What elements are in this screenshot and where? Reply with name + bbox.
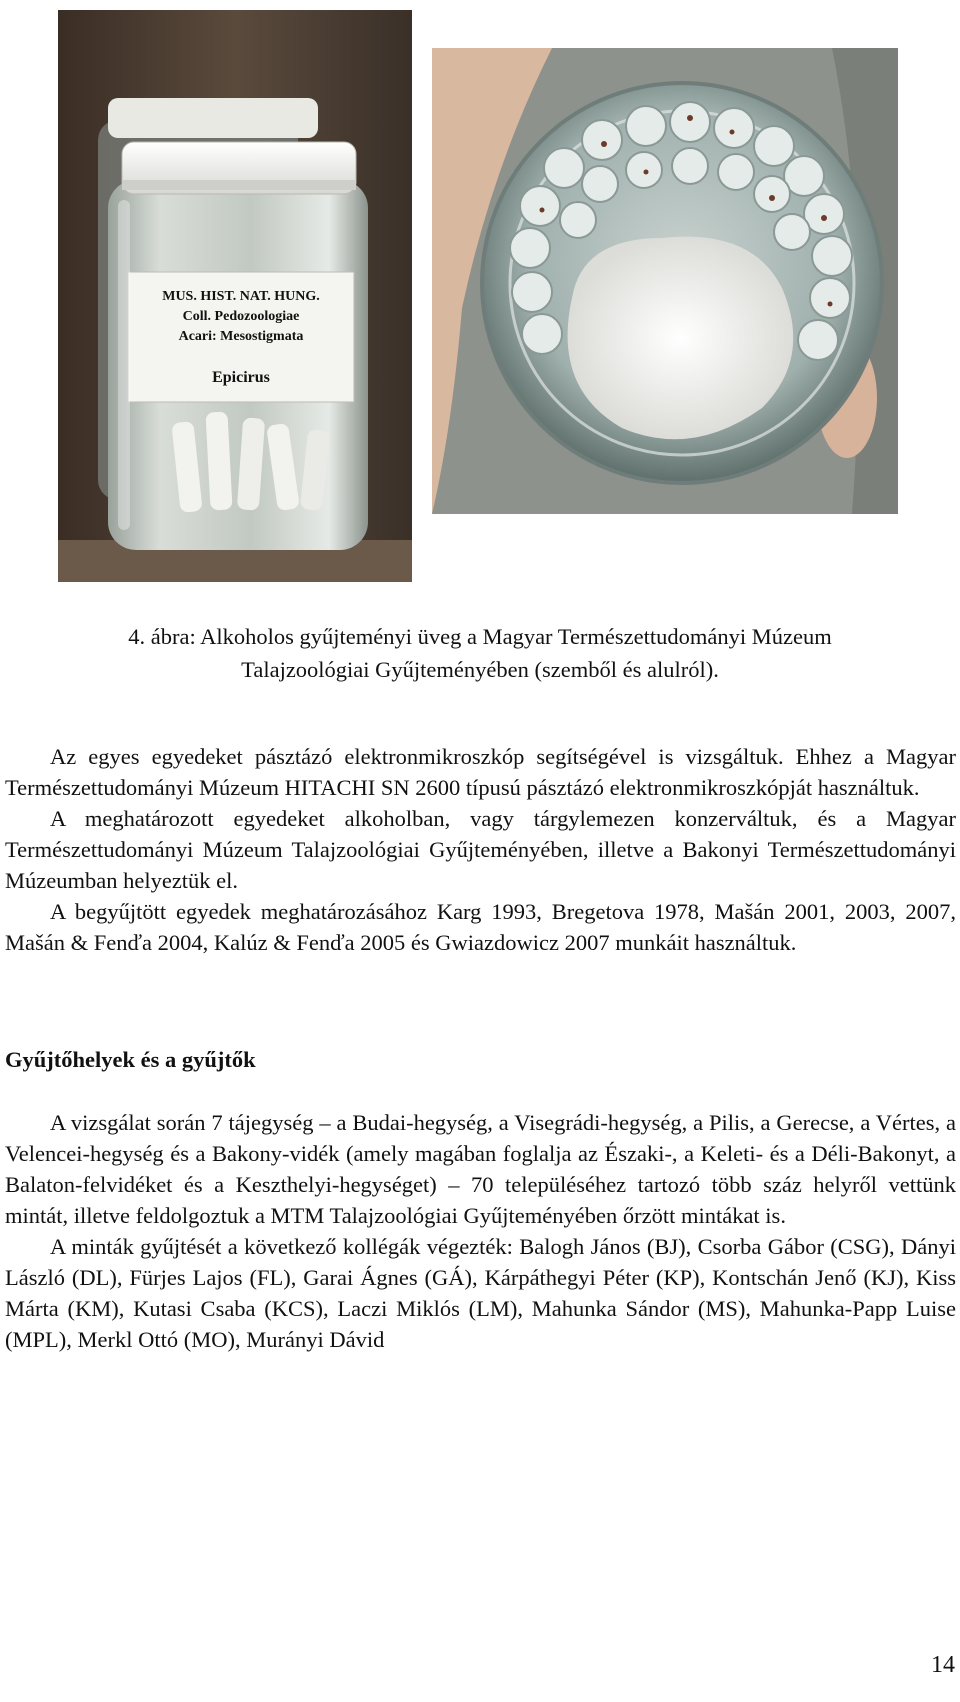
- methods-text: [5, 741, 956, 958]
- section-heading: Gyűjtőhelyek és a gyűjtők: [5, 1047, 256, 1072]
- jar-bottom-illustration: [432, 48, 898, 514]
- paragraph-sem: Az egyes egyedeket pásztázó elektronmikroszkóp segítségével is vizsgáltuk. Ehhez a Magyar Természettudományi Múzeum HITACHI SN 2600 típusú pásztázó elektronmikroszkópját használtuk.: [5, 744, 956, 800]
- paragraph-sampling-area: A vizsgálat során 7 tájegység – a Budai-hegység, a Visegrádi-hegység, a Pilis, a Gerecse, a Vértes, a Velencei-hegység és a Bakony-vidék (amely magában foglalja az Északi-, a Keleti- és a Déli-Bakonyt, a Balaton-felvidéket és a Keszthelyi-hegységet) – 70 településéhez tartozó több száz helyről vettünk mintát, illetve feldolgoztuk a MTM Talajzoológiai Gyűjteményében őrzött mintákat is.: [5, 1110, 956, 1228]
- jar-front-illustration: [58, 10, 412, 582]
- photo-jar-bottom: [432, 48, 898, 514]
- figure-caption-line2: Talajzoológiai Gyűjteményében (szemből és alulról).: [241, 657, 719, 682]
- jar-label-genus: Epicirus: [212, 369, 270, 386]
- section-text: [5, 1107, 956, 1355]
- figure-caption-line1: 4. ábra: Alkoholos gyűjteményi üveg a Magyar Természettudományi Múzeum: [128, 624, 832, 649]
- jar-label-line3: Acari: Mesostigmata: [178, 329, 304, 344]
- paragraph-preservation: A meghatározott egyedeket alkoholban, vagy tárgylemezen konzerváltuk, és a Magyar Természettudományi Múzeum Talajzoológiai Gyűjteményében, illetve a Bakonyi Természettudományi Múzeumban helyeztük el.: [5, 806, 956, 893]
- jar-label-line2: Coll. Pedozoologiae: [182, 309, 300, 324]
- paragraph-literature: A begyűjtött egyedek meghatározásához Karg 1993, Bregetova 1978, Mašán 2001, 2003, 2007, Mašán & Fenďa 2004, Kalúz & Fenďa 2005 és Gwiazdowicz 2007 munkáit használtuk.: [5, 899, 956, 955]
- page-number: 14: [931, 1652, 955, 1678]
- jar-label-line1: MUS. HIST. NAT. HUNG.: [162, 289, 320, 304]
- photo-jar-front: [58, 10, 412, 582]
- paragraph-collectors: A minták gyűjtését a következő kollégák végezték: Balogh János (BJ), Csorba Gábor (CSG), Dányi László (DL), Fürjes Lajos (FL), Garai Ágnes (GÁ), Kárpáthegyi Péter (KP), Kontschán Jenő (KJ), Kiss Márta (KM), Kutasi Csaba (KCS), Laczi Miklós (LM), Mahunka Sándor (MS), Mahunka-Papp Luise (MPL), Merkl Ottó (MO), Murányi Dávid: [5, 1234, 956, 1352]
